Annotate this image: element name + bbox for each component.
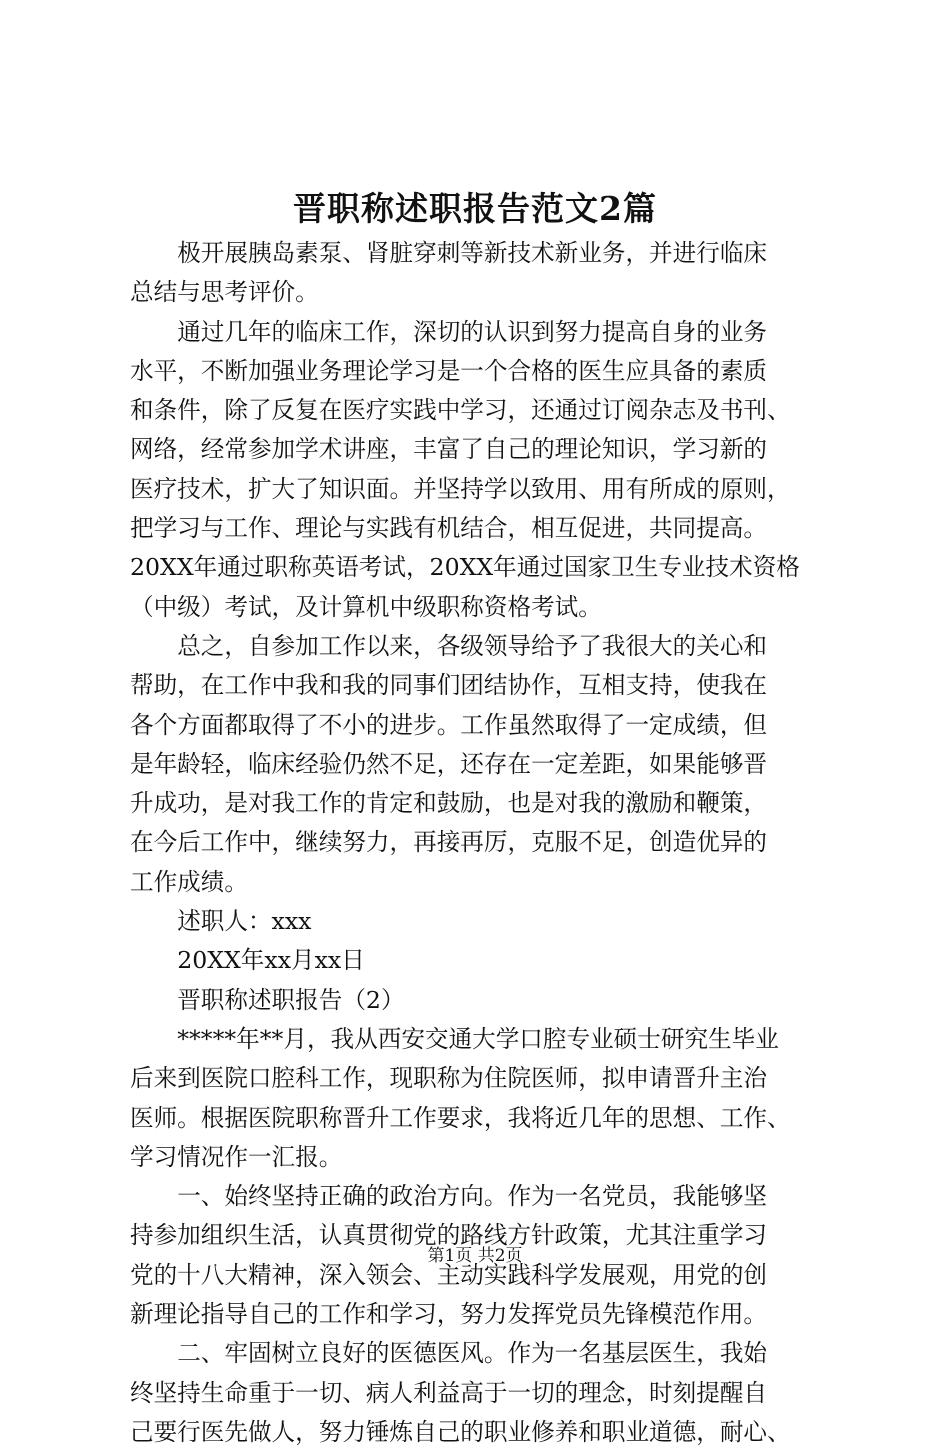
text-line: 通过几年的临床工作，深切的认识到努力提高自身的业务 — [177, 317, 768, 346]
paragraph — [130, 1020, 830, 1177]
document-body — [130, 234, 830, 1452]
document-title: 晋职称述职报告范文2篇 — [293, 189, 657, 228]
page-footer: 第1页 共2页 — [427, 1246, 523, 1266]
text-line: 是年龄轻，临床经验仍然不足，还存在一定差距，如果能够晋 — [130, 749, 768, 778]
paragraph — [130, 627, 830, 902]
paragraph — [130, 981, 830, 1020]
text-line: 网络，经常参加学术讲座，丰富了自己的理论知识，学习新的 — [130, 435, 768, 464]
text-line: 20XX年通过职称英语考试，20XX年通过国家卫生专业技术资格 — [130, 553, 800, 582]
paragraph — [130, 902, 830, 941]
text-line: 持参加组织生活，认真贯彻党的路线方针政策，尤其注重学习 — [130, 1221, 768, 1250]
text-line: 和条件，除了反复在医疗实践中学习，还通过订阅杂志及书刊、 — [130, 396, 791, 425]
text-line: 晋职称述职报告（2） — [177, 985, 405, 1014]
text-line: 总之，自参加工作以来，各级领导给予了我很大的关心和 — [177, 631, 768, 660]
text-line: 述职人：xxx — [177, 907, 312, 936]
paragraph — [130, 941, 830, 980]
text-line: 极开展胰岛素泵、肾脏穿刺等新技术新业务，并进行临床 — [177, 239, 768, 267]
text-line: 工作成绩。 — [130, 867, 248, 896]
text-line: 二、牢固树立良好的医德医风。作为一名基层医生，我始 — [177, 1339, 768, 1368]
paragraph — [130, 313, 830, 627]
text-line: *****年**月，我从西安交通大学口腔专业硕士研究生毕业 — [177, 1024, 779, 1053]
text-line: （中级）考试，及计算机中级职称资格考试。 — [130, 592, 602, 621]
text-line: 把学习与工作、理论与实践有机结合，相互促进，共同提高。 — [130, 514, 768, 543]
text-line: 己要行医先做人，努力锤炼自己的职业修养和职业道德，耐心、 — [130, 1417, 791, 1446]
text-line: 医师。根据医院职称晋升工作要求，我将近几年的思想、工作、 — [130, 1103, 791, 1132]
text-line: 新理论指导自己的工作和学习，努力发挥党员先锋模范作用。 — [130, 1300, 768, 1329]
text-line: 后来到医院口腔科工作，现职称为住院医师，拟申请晋升主治 — [130, 1064, 768, 1093]
text-line: 帮助，在工作中我和我的同事们团结协作，互相支持，使我在 — [130, 671, 768, 700]
text-line: 各个方面都取得了不小的进步。工作虽然取得了一定成绩，但 — [130, 710, 768, 739]
text-line: 学习情况作一汇报。 — [130, 1142, 343, 1171]
text-line: 终坚持生命重于一切、病人利益高于一切的理念，时刻提醒自 — [130, 1378, 768, 1407]
text-line: 总结与思考评价。 — [130, 278, 319, 307]
text-line: 水平，不断加强业务理论学习是一个合格的医生应具备的素质 — [130, 356, 768, 385]
text-line: 一、始终坚持正确的政治方向。作为一名党员，我能够坚 — [177, 1182, 768, 1211]
text-line: 升成功，是对我工作的肯定和鼓励，也是对我的激励和鞭策， — [130, 789, 768, 818]
text-line: 在今后工作中，继续努力，再接再厉，克服不足，创造优异的 — [130, 828, 768, 857]
text-line: 20XX年xx月xx日 — [177, 946, 365, 975]
text-line: 医疗技术，扩大了知识面。并坚持学以致用、用有所成的原则， — [130, 474, 791, 503]
paragraph — [130, 234, 830, 313]
paragraph — [130, 1334, 830, 1452]
text-line: 党的十八大精神，深入领会、主动实践科学发展观，用党的创 — [130, 1260, 768, 1289]
